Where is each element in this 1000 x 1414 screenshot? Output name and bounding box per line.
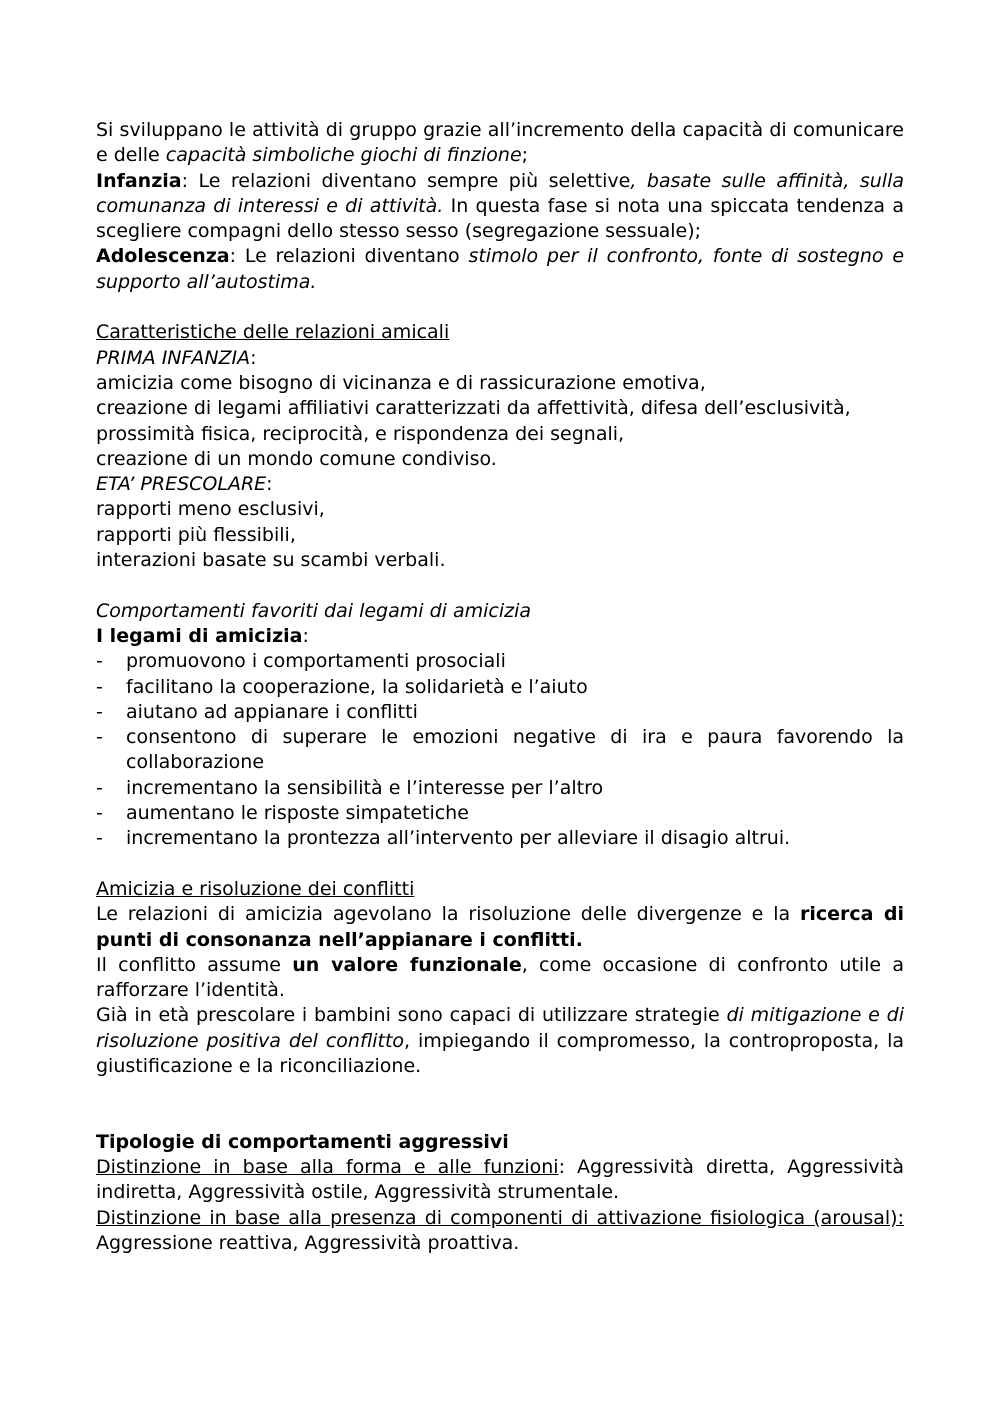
- legami-subheading: [96, 624, 904, 649]
- comportamenti-list: [96, 649, 904, 851]
- list-item-text: incrementano la sensibilità e l’interesse per l’altro: [126, 776, 604, 799]
- conflitti-text: Il conflitto assume: [96, 953, 293, 976]
- list-item: [96, 675, 904, 700]
- adolescenza-label: Adolescenza: [96, 245, 230, 268]
- aggressivi-heading-bold: Tipologie di comportamenti aggressivi: [96, 1130, 509, 1153]
- arousal-paragraph: [96, 1206, 904, 1257]
- adolescenza-text: : Le relazioni diventano: [229, 245, 469, 268]
- comportamenti-heading-italic: Comportamenti favoriti dai legami di amicizia: [96, 599, 532, 622]
- conflitti-heading: Amicizia e risoluzione dei conflitti: [96, 877, 415, 900]
- dash-bullet: -: [96, 726, 103, 749]
- list-item-text: consentono di superare le emozioni negative di ira e paura favorendo la collaborazione: [126, 726, 904, 774]
- conflitti-bold: ricerca di punti di consonanza nell’appianare i conflitti.: [96, 903, 904, 951]
- conflitti-text: Già in età prescolare i bambini sono capaci di utilizzare strategie: [96, 1004, 727, 1027]
- conflitti-text: , come occasione di confronto utile a rafforzare l’identità.: [96, 953, 904, 1002]
- prima-item: amicizia come bisogno di vicinanza e di rassicurazione emotiva,: [96, 371, 706, 394]
- conflitti-text: , impiegando il compromesso, la controproposta, la giustificazione e la riconciliazione.: [96, 1029, 904, 1077]
- prima-item: creazione di un mondo comune condiviso.: [96, 447, 497, 470]
- spacer: [96, 295, 904, 320]
- forma-paragraph: [96, 1155, 904, 1206]
- prima-infanzia-colon: :: [250, 346, 257, 369]
- forma-text: : Aggressività diretta, Aggressività indiretta, Aggressività ostile, Aggressività strumentale.: [96, 1156, 904, 1204]
- eta-prescolare-label: [96, 472, 904, 497]
- adolescenza-paragraph: [96, 244, 904, 295]
- list-item: [96, 776, 904, 801]
- dash-bullet: -: [96, 827, 103, 850]
- infanzia-text-2: In questa fase si nota una spiccata tendenza a scegliere compagni dello stesso sesso (segregazione sessuale);: [96, 194, 905, 243]
- arousal-label: Distinzione in base alla presenza di componenti di attivazione fisiologica (arousal):: [96, 1206, 904, 1229]
- forma-label: Distinzione in base alla forma e alle funzioni: [96, 1156, 559, 1179]
- intro-italic: capacità simboliche giochi di finzione: [165, 144, 522, 167]
- conflitti-italic: di mitigazione e di risoluzione positiva del conflitto: [96, 1004, 904, 1052]
- list-item: [96, 826, 904, 851]
- infanzia-label: Infanzia: [96, 169, 182, 192]
- list-item-text: aumentano le risposte simpatetiche: [126, 802, 469, 825]
- list-item-text: incrementano la prontezza all’intervento per alleviare il disagio altrui.: [126, 827, 791, 850]
- spacer: [96, 1079, 904, 1130]
- caratteristiche-heading: Caratteristiche delle relazioni amicali: [96, 321, 450, 344]
- prima-item: creazione di legami affiliativi caratterizzati da affettività, difesa dell’esclusività, prossimità fisica, reciprocità, e rispondenza dei segnali,: [96, 397, 851, 445]
- conflitti-paragraph-3: [96, 1003, 904, 1079]
- conflitti-paragraph-2: [96, 953, 904, 1004]
- spacer: [96, 852, 904, 877]
- list-item: [96, 649, 904, 674]
- adolescenza-italic: stimolo per il confronto, fonte di sostegno e supporto all’autostima.: [96, 245, 905, 293]
- conflitti-bold: un valore funzionale: [292, 953, 522, 976]
- eta-item: rapporti più flessibili,: [96, 523, 296, 546]
- document-page: [96, 118, 904, 1256]
- list-item-text: aiutano ad appianare i conflitti: [126, 700, 418, 723]
- arousal-text: Aggressione reattiva, Aggressività proattiva.: [96, 1232, 520, 1255]
- list-item-text: facilitano la cooperazione, la solidarietà e l’aiuto: [126, 675, 588, 698]
- intro-punct: ;: [521, 144, 529, 167]
- intro-text: Si sviluppano le attività di gruppo grazie all’incremento della capacità di comunicare e delle: [96, 119, 904, 167]
- list-item-text: promuovono i comportamenti prosociali: [126, 650, 506, 673]
- list-item: [96, 700, 904, 725]
- legami-colon: :: [302, 624, 309, 647]
- legami-subheading-bold: I legami di amicizia: [96, 624, 303, 647]
- eta-prescolare-italic: ETA’ PRESCOLARE: [96, 473, 267, 496]
- dash-bullet: -: [96, 776, 103, 799]
- infanzia-paragraph: [96, 169, 904, 245]
- dash-bullet: -: [96, 700, 103, 723]
- intro-paragraph: [96, 118, 904, 169]
- dash-bullet: -: [96, 675, 103, 698]
- infanzia-italic: , basate sulle affinità, sulla comunanza di interessi e di attività.: [96, 169, 905, 217]
- eta-prescolare-colon: :: [266, 473, 273, 496]
- conflitti-paragraph-1: [96, 902, 904, 953]
- aggressivi-heading: [96, 1130, 904, 1155]
- infanzia-text: : Le relazioni diventano sempre più selettive: [181, 169, 631, 192]
- list-item: [96, 725, 904, 776]
- prima-infanzia-italic: PRIMA INFANZIA: [96, 346, 251, 369]
- eta-item: interazioni basate su scambi verbali.: [96, 549, 446, 572]
- list-item: [96, 801, 904, 826]
- conflitti-text: Le relazioni di amicizia agevolano la risoluzione delle divergenze e la: [96, 903, 800, 926]
- eta-item: rapporti meno esclusivi,: [96, 498, 325, 521]
- dash-bullet: -: [96, 650, 103, 673]
- dash-bullet: -: [96, 802, 103, 825]
- comportamenti-heading: [96, 599, 904, 624]
- prima-infanzia-label: [96, 346, 904, 371]
- spacer: [96, 573, 904, 598]
